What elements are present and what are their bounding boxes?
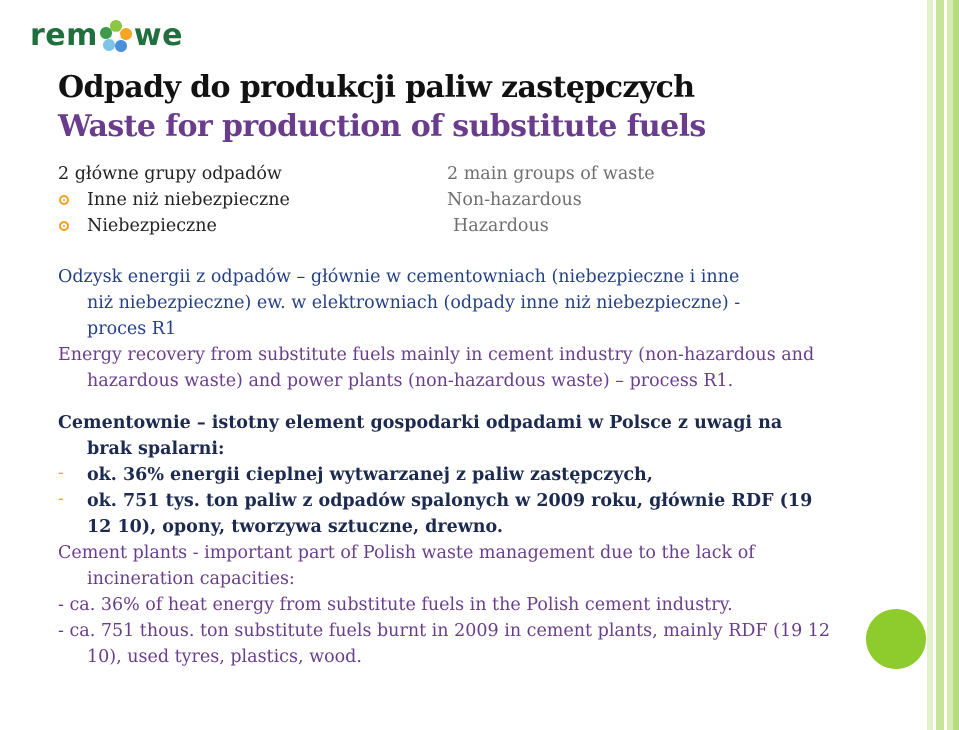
- dash-bullet: -: [58, 463, 64, 483]
- cement-en-bullet-cont: 10), used tyres, plastics, wood.: [87, 647, 362, 667]
- ring-bullet-icon: [59, 221, 69, 231]
- cement-en-bullet: - ca. 36% of heat energy from substitute fuels in the Polish cement industry.: [58, 595, 733, 615]
- cement-pl-bullet-cont: 12 10), opony, tworzywa sztuczne, drewno.: [87, 517, 503, 537]
- title-english: Waste for production of substitute fuels: [58, 109, 706, 144]
- flower-icon: [99, 20, 133, 52]
- group-item-pl: Inne niż niebezpieczne: [87, 190, 290, 210]
- energy-pl-line: Odzysk energii z odpadów – głównie w cementowniach (niebezpieczne i inne: [58, 267, 740, 287]
- cement-en-bullet: - ca. 751 thous. ton substitute fuels burnt in 2009 in cement plants, mainly RDF (19 12: [58, 621, 831, 641]
- logo-text-left: rem: [30, 18, 98, 53]
- group-item-en: Non-hazardous: [447, 190, 582, 210]
- cement-en-line: Cement plants - important part of Polish waste management due to the lack of: [58, 543, 755, 563]
- energy-en-line: hazardous waste) and power plants (non-hazardous waste) – process R1.: [87, 371, 734, 391]
- decorative-stripes: [927, 0, 959, 730]
- cement-en-line: incineration capacities:: [87, 569, 295, 589]
- groups-header-pl: 2 główne grupy odpadów: [58, 164, 282, 184]
- logo-text-right: we: [133, 18, 183, 53]
- cement-pl-bullet: ok. 36% energii cieplnej wytwarzanej z paliw zastępczych,: [87, 465, 653, 485]
- remowe-logo: [30, 18, 183, 53]
- title-polish: Odpady do produkcji paliw zastępczych: [58, 70, 695, 105]
- cement-pl-line: brak spalarni:: [87, 439, 225, 459]
- energy-pl-line: proces R1: [87, 319, 177, 339]
- group-item-en: Hazardous: [453, 216, 549, 236]
- groups-header-en: 2 main groups of waste: [447, 164, 655, 184]
- group-item-pl: Niebezpieczne: [87, 216, 217, 236]
- decorative-green-circle: [866, 609, 926, 669]
- cement-pl-bullet: ok. 751 tys. ton paliw z odpadów spalonych w 2009 roku, głównie RDF (19: [87, 491, 813, 511]
- energy-en-line: Energy recovery from substitute fuels mainly in cement industry (non-hazardous and: [58, 345, 815, 365]
- ring-bullet-icon: [59, 195, 69, 205]
- cement-pl-line: Cementownie – istotny element gospodarki odpadami w Polsce z uwagi na: [58, 413, 783, 433]
- energy-pl-line: niż niebezpieczne) ew. w elektrowniach (odpady inne niż niebezpieczne) -: [87, 293, 741, 313]
- dash-bullet: -: [58, 489, 64, 509]
